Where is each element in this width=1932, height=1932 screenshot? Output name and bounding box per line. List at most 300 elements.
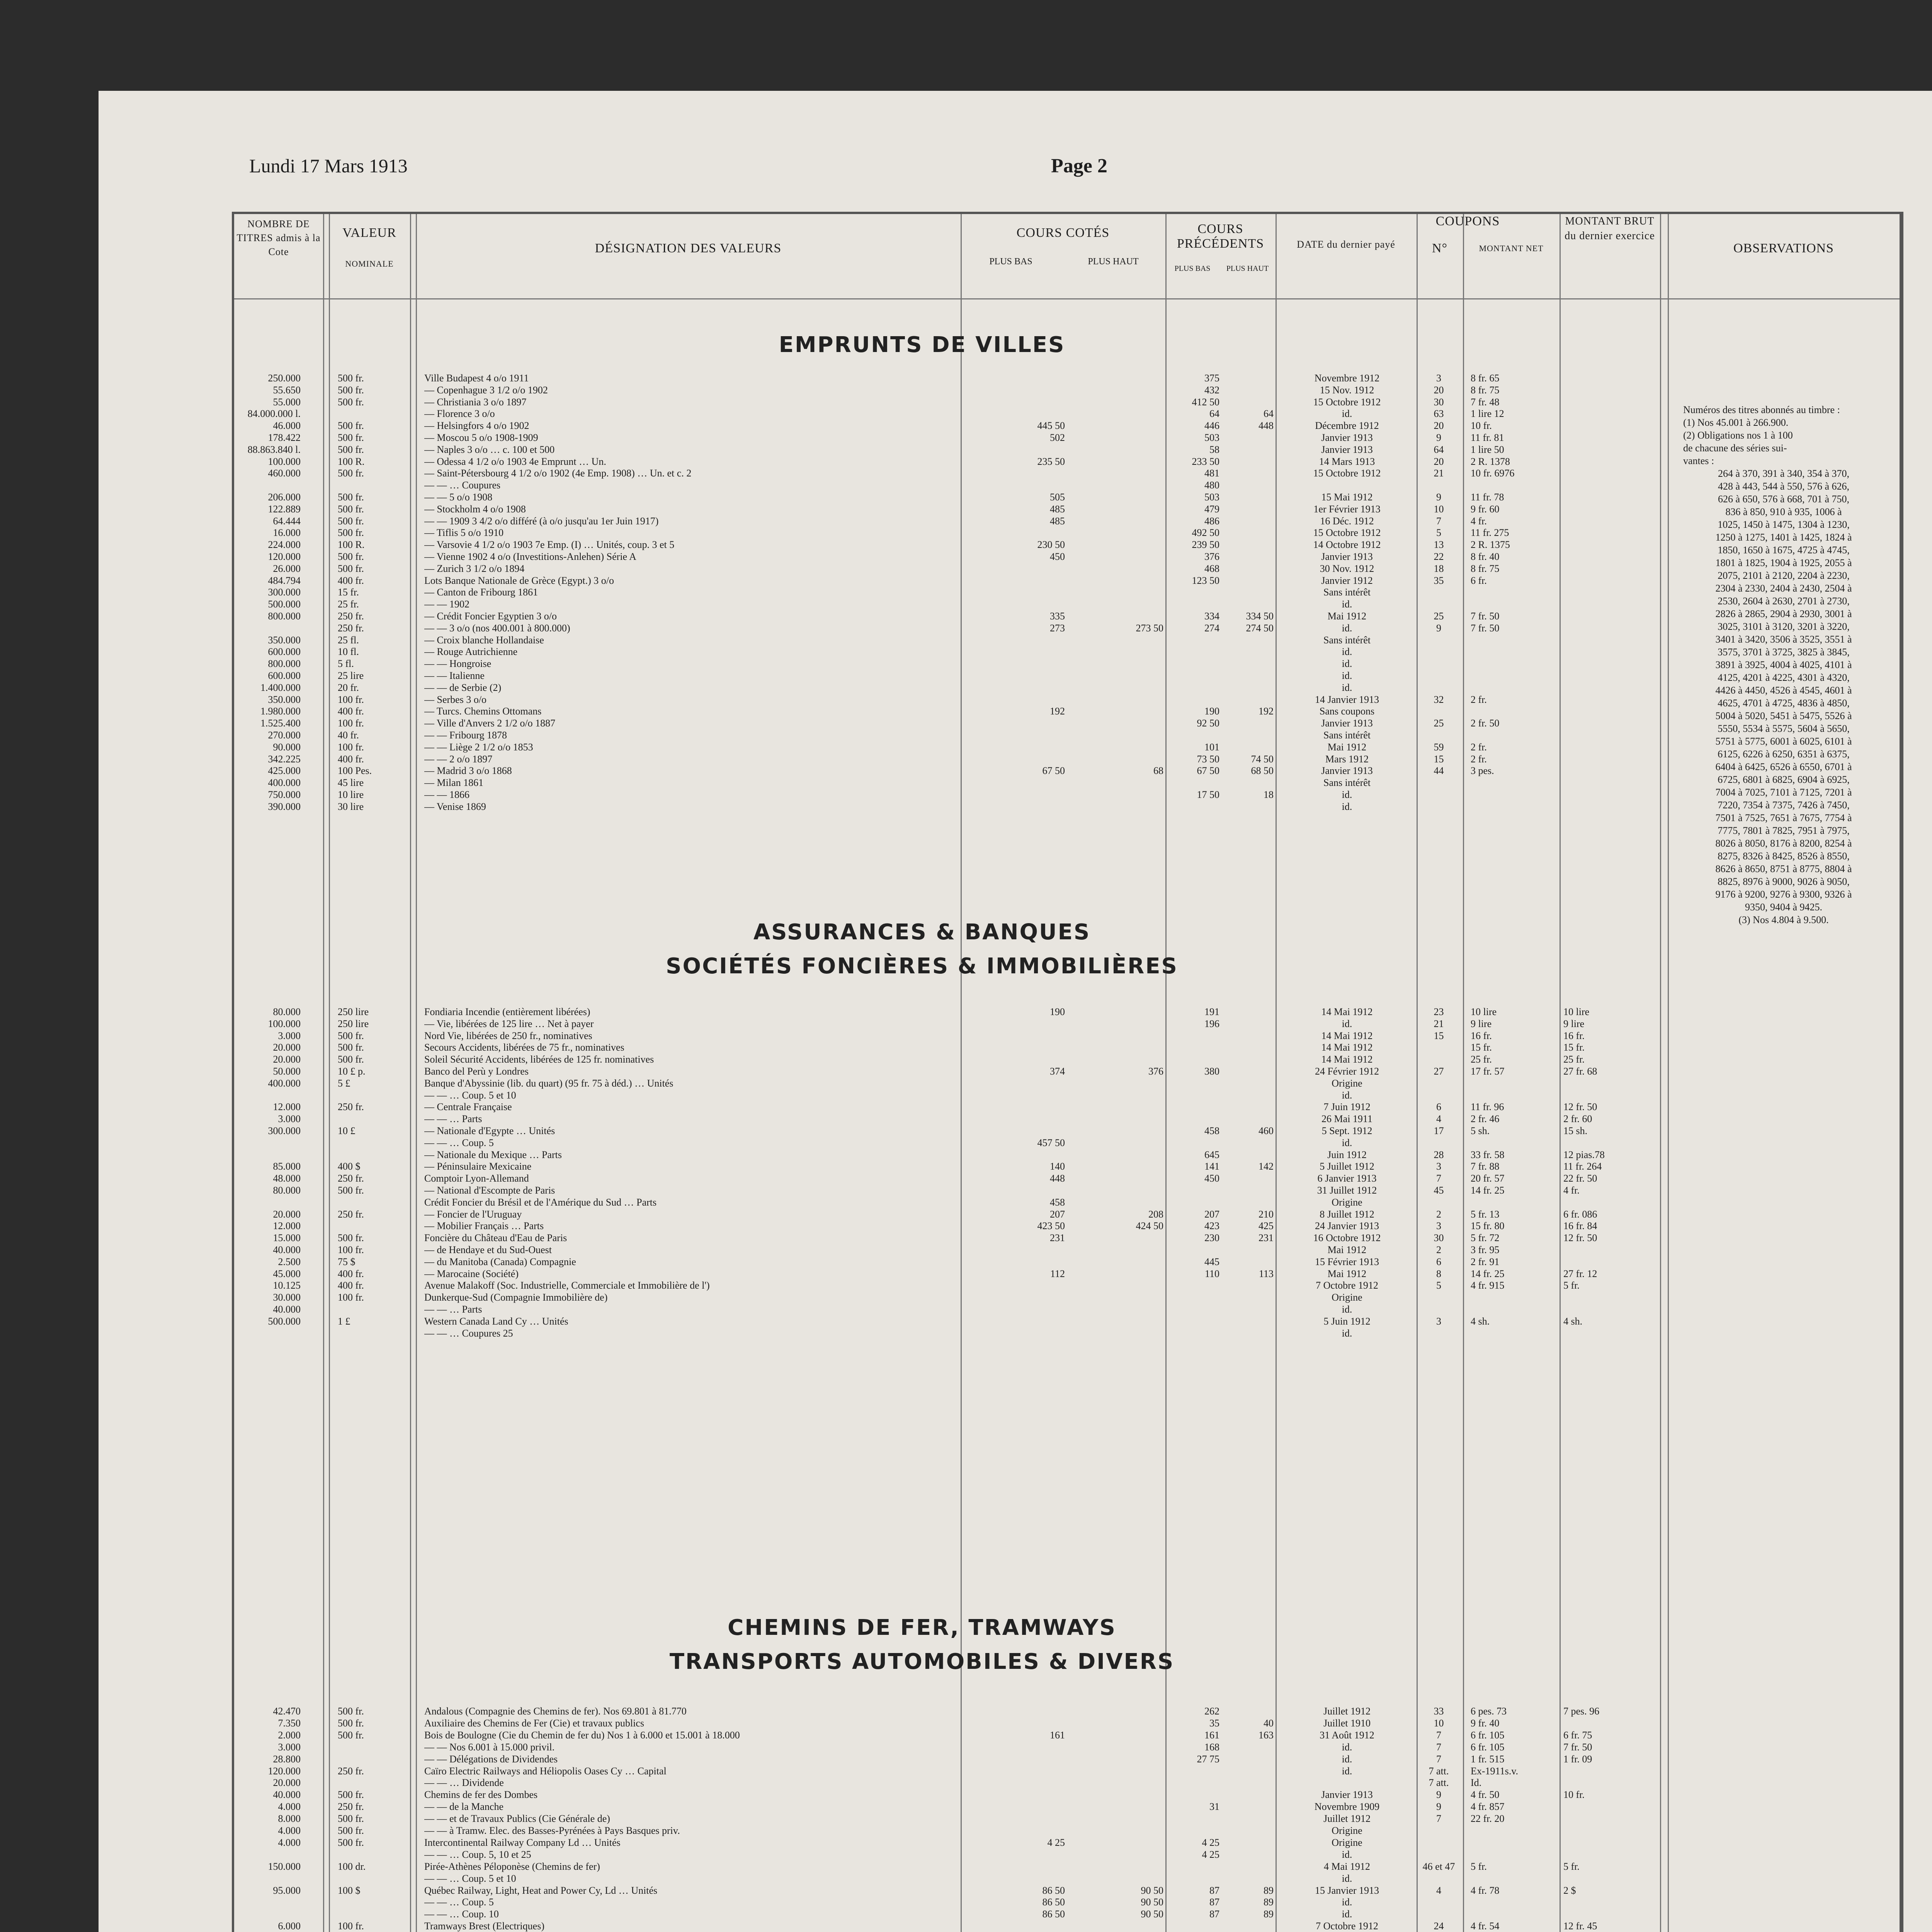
table-row [234, 575, 1664, 587]
cell-no: 25 [1434, 611, 1444, 622]
cell-ph: 113 [1259, 1268, 1274, 1279]
cell-dt: Origine [1332, 1825, 1362, 1836]
table-row [234, 801, 1664, 813]
cell-dt: 15 Janvier 1913 [1315, 1885, 1379, 1896]
cell-hi: 90 50 [1141, 1896, 1163, 1908]
cell-pl: 376 [1204, 551, 1219, 562]
cell-dt: 7 Juin 1912 [1323, 1101, 1371, 1112]
cell-n: 600.000 [268, 670, 301, 681]
cell-n: 150.000 [268, 1861, 301, 1872]
observation-line: (2) Obligations nos 1 à 100 [1683, 430, 1793, 441]
cell-d: — de Hendaye et du Sud-Ouest [424, 1244, 552, 1255]
cell-hi: 90 50 [1141, 1908, 1163, 1920]
cell-n: 500.000 [268, 599, 301, 610]
observation-line: 626 à 650, 576 à 668, 701 à 750, [1718, 493, 1850, 505]
cell-d: — — … Coup. 5 [424, 1137, 494, 1148]
cell-dt: Novembre 1909 [1314, 1801, 1380, 1812]
cell-d: — Christiania 3 o/o 1897 [424, 396, 527, 408]
cell-v: 400 fr. [338, 1268, 364, 1279]
cell-n: 2.500 [278, 1256, 301, 1267]
cell-no: 20 [1434, 456, 1444, 467]
cell-ph: 231 [1259, 1232, 1274, 1243]
cell-n: 20.000 [273, 1054, 301, 1065]
cell-n: 45.000 [273, 1268, 301, 1279]
cell-n: 270.000 [268, 730, 301, 741]
cell-v: 100 dr. [338, 1861, 366, 1872]
cell-d: Québec Railway, Light, Heat and Power Cy, Ld … Unités [424, 1885, 658, 1896]
cell-mb: 12 fr. 50 [1563, 1232, 1597, 1243]
cell-mt: 8 fr. 75 [1471, 563, 1500, 574]
cell-lo: 67 50 [1042, 765, 1065, 776]
cell-ph: 163 [1259, 1730, 1274, 1741]
cell-n: 350.000 [268, 694, 301, 705]
cell-dt: 15 Mai 1912 [1321, 492, 1373, 503]
cell-pl: 479 [1204, 503, 1219, 515]
observation-line: 8275, 8326 à 8425, 8526 à 8550, [1718, 850, 1850, 862]
cell-n: 800.000 [268, 611, 301, 622]
quotation-table [232, 212, 1903, 1932]
cell-dt: 14 Mars 1913 [1319, 456, 1375, 467]
cell-dt: id. [1342, 1765, 1352, 1777]
cell-dt: Sans intérêt [1323, 587, 1371, 598]
cell-d: Banque d'Abyssinie (lib. du quart) (95 fr. 75 à déd.) … Unités [424, 1078, 673, 1089]
cell-pl: 450 [1204, 1173, 1219, 1184]
cell-dt: Janvier 1913 [1321, 444, 1373, 455]
table-row [234, 492, 1664, 503]
cell-mt: Id. [1471, 1777, 1482, 1788]
cell-no: 7 [1436, 1730, 1441, 1741]
cell-mt: 5 sh. [1471, 1125, 1490, 1136]
cell-lo: 458 [1050, 1197, 1065, 1208]
cell-n: 300.000 [268, 1125, 301, 1136]
cell-pl: 380 [1204, 1066, 1219, 1077]
table-row [234, 1896, 1664, 1908]
cell-d: — Saint-Pétersbourg 4 1/2 o/o 1902 (4e Emp. 1908) … Un. et c. 2 [424, 468, 692, 479]
cell-no: 7 [1436, 515, 1441, 527]
cell-n: 88.863.840 l. [247, 444, 301, 455]
cell-n: 800.000 [268, 658, 301, 669]
observation-line: 7220, 7354 à 7375, 7426 à 7450, [1718, 799, 1850, 811]
cell-v: 10 fl. [338, 646, 359, 657]
col-header-prec-bas: PLUS BAS [1174, 264, 1211, 273]
cell-n: 64.444 [273, 515, 301, 527]
cell-n: 55.000 [273, 396, 301, 408]
table-row [234, 1220, 1664, 1232]
cell-d: — Helsingfors 4 o/o 1902 [424, 420, 529, 431]
cell-d: — — 2 o/o 1897 [424, 753, 493, 765]
table-row [234, 599, 1664, 610]
cell-dt: 8 Juillet 1912 [1320, 1209, 1374, 1220]
cell-n: 2.000 [278, 1730, 301, 1741]
cell-n: 12.000 [273, 1101, 301, 1112]
cell-v: 500 fr. [338, 551, 364, 562]
cell-n: 3.000 [278, 1030, 301, 1041]
cell-no: 30 [1434, 1232, 1444, 1243]
cell-v: 100 fr. [338, 694, 364, 705]
cell-no: 20 [1434, 384, 1444, 396]
cell-lo: 161 [1050, 1730, 1065, 1741]
cell-dt: id. [1342, 646, 1352, 657]
cell-n: 20.000 [273, 1209, 301, 1220]
cell-mt: 2 fr. [1471, 694, 1487, 705]
cell-no: 7 att. [1429, 1765, 1449, 1777]
cell-no: 3 [1436, 1220, 1441, 1231]
cell-v: 500 fr. [338, 420, 364, 431]
cell-no: 17 [1434, 1125, 1444, 1136]
cell-n: 80.000 [273, 1006, 301, 1017]
cell-mt: 1 fr. 515 [1471, 1753, 1505, 1765]
cell-lo: 485 [1050, 515, 1065, 527]
col-header-plus-haut: PLUS HAUT [1088, 257, 1139, 267]
cell-no: 3 [1436, 1316, 1441, 1327]
cell-v: 40 fr. [338, 730, 359, 741]
cell-pl: 141 [1204, 1161, 1219, 1172]
cell-no: 30 [1434, 396, 1444, 408]
cell-mt: 6 pes. 73 [1471, 1706, 1507, 1717]
cell-pl: 446 [1204, 420, 1219, 431]
cell-n: 40.000 [273, 1244, 301, 1255]
cell-mt: 10 fr. [1471, 420, 1492, 431]
table-row [234, 1813, 1664, 1825]
cell-mb: 12 fr. 45 [1563, 1920, 1597, 1932]
cell-dt: Origine [1332, 1197, 1362, 1208]
cell-dt: 1er Février 1913 [1313, 503, 1381, 515]
cell-d: — — … Coup. 5 et 10 [424, 1090, 516, 1101]
cell-v: 500 fr. [338, 1825, 364, 1836]
cell-d: — Rouge Autrichienne [424, 646, 518, 657]
cell-pl: 73 50 [1197, 753, 1219, 765]
cell-n: 30.000 [273, 1292, 301, 1303]
table-row [234, 1125, 1664, 1137]
cell-d: — — … Coup. 5, 10 et 25 [424, 1849, 531, 1860]
cell-mb: 15 sh. [1563, 1125, 1588, 1136]
cell-no: 13 [1434, 539, 1444, 550]
cell-d: — Marocaine (Société) [424, 1268, 519, 1279]
cell-pl: 191 [1204, 1006, 1219, 1017]
observation-line: 5004 à 5020, 5451 à 5475, 5526 à [1715, 710, 1852, 721]
cell-v: 500 fr. [338, 563, 364, 574]
table-row [234, 563, 1664, 575]
cell-d: Secours Accidents, libérées de 75 fr., nominatives [424, 1042, 624, 1053]
cell-n: 26.000 [273, 563, 301, 574]
cell-d: Intercontinental Railway Company Ld … Unités [424, 1837, 621, 1848]
cell-lo: 230 50 [1037, 539, 1065, 550]
cell-pl: 4 25 [1202, 1837, 1219, 1848]
table-row [234, 1885, 1664, 1896]
cell-n: 15.000 [273, 1232, 301, 1243]
observation-line: de chacune des séries sui- [1683, 442, 1787, 454]
cell-mb: 16 fr. [1563, 1030, 1585, 1041]
cell-d: — — à Tramw. Elec. des Basses-Pyrénées à Pays Basques priv. [424, 1825, 680, 1836]
cell-d: Nord Vie, libérées de 250 fr., nominatives [424, 1030, 592, 1041]
cell-v: 10 £ [338, 1125, 355, 1136]
cell-n: 95.000 [273, 1885, 301, 1896]
cell-dt: Novembre 1912 [1314, 372, 1380, 384]
table-row [234, 1742, 1664, 1753]
cell-v: 500 fr. [338, 384, 364, 396]
cell-no: 24 [1434, 1920, 1444, 1932]
cell-d: Comptoir Lyon-Allemand [424, 1173, 529, 1184]
observation-line: 264 à 370, 391 à 340, 354 à 370, [1718, 468, 1850, 479]
cell-n: 120.000 [268, 551, 301, 562]
cell-dt: Décembre 1912 [1315, 420, 1379, 431]
cell-ph: 460 [1259, 1125, 1274, 1136]
cell-pl: 334 [1204, 611, 1219, 622]
table-row [234, 1268, 1664, 1280]
cell-v: 500 fr. [338, 527, 364, 538]
cell-d: — Péninsulaire Mexicaine [424, 1161, 532, 1172]
cell-v: 500 fr. [338, 515, 364, 527]
cell-n: 55.650 [273, 384, 301, 396]
table-row [234, 1042, 1664, 1053]
cell-pl: 480 [1204, 480, 1219, 491]
cell-pl: 445 [1204, 1256, 1219, 1267]
cell-dt: 5 Juin 1912 [1323, 1316, 1371, 1327]
cell-d: — Tiflis 5 o/o 1910 [424, 527, 504, 538]
cell-no: 6 [1436, 1256, 1441, 1267]
table-row [234, 1718, 1664, 1729]
cell-lo: 86 50 [1042, 1885, 1065, 1896]
table-row [234, 682, 1664, 694]
cell-dt: Origine [1332, 1837, 1362, 1848]
cell-d: — Florence 3 o/o [424, 408, 495, 419]
cell-dt: id. [1342, 1753, 1352, 1765]
table-row [234, 753, 1664, 765]
cell-no: 9 [1436, 432, 1441, 443]
section-title: SOCIÉTÉS FONCIÈRES & IMMOBILIÈRES [666, 954, 1178, 979]
observation-line: 4625, 4701 à 4725, 4836 à 4850, [1718, 697, 1850, 709]
cell-d: — — Italienne [424, 670, 485, 681]
cell-d: Auxiliaire des Chemins de Fer (Cie) et travaux publics [424, 1718, 644, 1729]
cell-no: 7 [1436, 1753, 1441, 1765]
cell-ph: 89 [1264, 1896, 1274, 1908]
cell-d: — Ville d'Anvers 2 1/2 o/o 1887 [424, 718, 556, 729]
cell-mb: 6 fr. 75 [1563, 1730, 1592, 1741]
cell-ph: 68 50 [1251, 765, 1274, 776]
cell-no: 44 [1434, 765, 1444, 776]
cell-d: — Croix blanche Hollandaise [424, 634, 544, 646]
cell-n: 12.000 [273, 1220, 301, 1231]
cell-d: — Mobilier Français … Parts [424, 1220, 544, 1231]
cell-hi: 208 [1148, 1209, 1163, 1220]
cell-lo: 448 [1050, 1173, 1065, 1184]
cell-d: Western Canada Land Cy … Unités [424, 1316, 568, 1327]
cell-no: 4 [1436, 1885, 1441, 1896]
cell-mt: 2 R. 1375 [1471, 539, 1510, 550]
cell-mt: 2 fr. 46 [1471, 1113, 1500, 1124]
cell-mt: 11 fr. 96 [1471, 1101, 1504, 1112]
cell-n: 90.000 [273, 742, 301, 753]
cell-dt: 16 Octobre 1912 [1313, 1232, 1381, 1243]
cell-pl: 375 [1204, 372, 1219, 384]
cell-v: 100 fr. [338, 1244, 364, 1255]
cell-d: Caïro Electric Railways and Héliopolis Oases Cy … Capital [424, 1765, 667, 1777]
cell-v: 45 lire [338, 777, 364, 788]
cell-d: Soleil Sécurité Accidents, libérées de 125 fr. nominatives [424, 1054, 654, 1065]
cell-v: 25 lire [338, 670, 364, 681]
table-row [234, 1149, 1664, 1161]
cell-pl: 412 50 [1192, 396, 1219, 408]
cell-no: 64 [1434, 444, 1444, 455]
cell-mt: 9 fr. 60 [1471, 503, 1500, 515]
cell-no: 9 [1436, 492, 1441, 503]
observation-line: 1025, 1450 à 1475, 1304 à 1230, [1718, 519, 1850, 530]
cell-d: — — Nos 6.001 à 15.000 privil. [424, 1742, 555, 1753]
cell-lo: 335 [1050, 611, 1065, 622]
cell-mt: 8 fr. 40 [1471, 551, 1500, 562]
cell-n: 484.794 [268, 575, 301, 586]
cell-d: — — Fribourg 1878 [424, 730, 507, 741]
cell-mb: 12 pias.78 [1563, 1149, 1605, 1160]
cell-dt: Sans intérêt [1323, 634, 1371, 646]
cell-v: 100 fr. [338, 1292, 364, 1303]
section-title: ASSURANCES & BANQUES [753, 920, 1091, 945]
cell-d: — — … Coup. 5 et 10 [424, 1873, 516, 1884]
cell-mt: 5 fr. 72 [1471, 1232, 1500, 1243]
cell-d: Chemins de fer des Dombes [424, 1789, 538, 1800]
cell-v: 5 £ [338, 1078, 350, 1089]
table-row [234, 372, 1664, 384]
cell-d: — Varsovie 4 1/2 o/o 1903 7e Emp. (I) … Unités, coup. 3 et 5 [424, 539, 675, 550]
cell-dt: id. [1342, 1137, 1352, 1148]
cell-v: 500 fr. [338, 492, 364, 503]
cell-dt: id. [1342, 1849, 1352, 1860]
cell-pl: 58 [1209, 444, 1219, 455]
table-row [234, 1861, 1664, 1872]
cell-no: 9 [1436, 1789, 1441, 1800]
cell-ph: 89 [1264, 1885, 1274, 1896]
cell-v: 500 fr. [338, 396, 364, 408]
cell-dt: Mai 1912 [1327, 1268, 1367, 1279]
cell-n: 6.000 [278, 1920, 301, 1932]
cell-v: 30 lire [338, 801, 364, 812]
cell-dt: id. [1342, 658, 1352, 669]
cell-no: 21 [1434, 468, 1444, 479]
table-row [234, 622, 1664, 634]
table-row [234, 1777, 1664, 1789]
observation-line: 6125, 6226 à 6250, 6351 à 6375, [1718, 748, 1850, 760]
cell-v: 500 fr. [338, 1042, 364, 1053]
cell-v: 400 fr. [338, 753, 364, 765]
cell-v: 500 fr. [338, 1718, 364, 1729]
cell-dt: Origine [1332, 1292, 1362, 1303]
cell-d: — Moscou 5 o/o 1908-1909 [424, 432, 538, 443]
cell-mb: 9 lire [1563, 1018, 1585, 1029]
table-row [234, 1066, 1664, 1077]
cell-mt: 5 fr. [1471, 1861, 1487, 1872]
cell-d: — National d'Escompte de Paris [424, 1185, 555, 1196]
cell-hi: 90 50 [1141, 1885, 1163, 1896]
table-row [234, 1161, 1664, 1172]
cell-n: 20.000 [273, 1777, 301, 1788]
cell-pl: 468 [1204, 563, 1219, 574]
cell-n: 224.000 [268, 539, 301, 550]
table-row [234, 1078, 1664, 1089]
cell-no: 10 [1434, 503, 1444, 515]
table-row [234, 1018, 1664, 1030]
cell-mb: 25 fr. [1563, 1054, 1585, 1065]
cell-v: 250 fr. [338, 622, 364, 634]
table-row [234, 706, 1664, 717]
cell-dt: Mai 1912 [1327, 742, 1367, 753]
cell-lo: 505 [1050, 492, 1065, 503]
cell-d: Tramways Brest (Electriques) [424, 1920, 544, 1932]
cell-dt: id. [1342, 1018, 1352, 1029]
cell-v: 25 fr. [338, 599, 359, 610]
observation-line: 9176 à 9200, 9276 à 9300, 9326 à [1715, 889, 1852, 900]
cell-dt: id. [1342, 1304, 1352, 1315]
cell-dt: 30 Nov. 1912 [1320, 563, 1374, 574]
col-header-nombre: NOMBRE DE TITRES admis à la Cote [236, 218, 321, 257]
cell-no: 33 [1434, 1706, 1444, 1717]
table-row [234, 1789, 1664, 1801]
cell-d: — Serbes 3 o/o [424, 694, 487, 705]
cell-d: — — de la Manche [424, 1801, 504, 1812]
cell-n: 40.000 [273, 1789, 301, 1800]
cell-lo: 485 [1050, 503, 1065, 515]
cell-d: Lots Banque Nationale de Grèce (Egypt.) 3 o/o [424, 575, 614, 586]
cell-n: 80.000 [273, 1185, 301, 1196]
observation-line: 1801 à 1825, 1904 à 1925, 2055 à [1715, 557, 1852, 568]
cell-n: 16.000 [273, 527, 301, 538]
cell-mt: 3 pes. [1471, 765, 1494, 776]
cell-v: 5 fl. [338, 658, 354, 669]
cell-lo: 502 [1050, 432, 1065, 443]
cell-n: 100.000 [268, 456, 301, 467]
table-row [234, 1825, 1664, 1837]
cell-d: — Foncier de l'Uruguay [424, 1209, 522, 1220]
cell-pl: 123 50 [1192, 575, 1219, 586]
cell-d: — Centrale Française [424, 1101, 512, 1112]
cell-no: 27 [1434, 1066, 1444, 1077]
cell-pl: 239 50 [1192, 539, 1219, 550]
cell-mt: 7 fr. 50 [1471, 622, 1500, 634]
cell-lo: 374 [1050, 1066, 1065, 1077]
cell-d: Dunkerque-Sud (Compagnie Immobilière de) [424, 1292, 608, 1303]
cell-v: 400 fr. [338, 575, 364, 586]
table-row [234, 515, 1664, 527]
cell-mt: 4 fr. 54 [1471, 1920, 1500, 1932]
cell-ph: 448 [1259, 420, 1274, 431]
cell-dt: id. [1342, 599, 1352, 610]
cell-dt: 14 Mai 1912 [1321, 1042, 1373, 1053]
cell-dt: 14 Mai 1912 [1321, 1030, 1373, 1041]
cell-mt: 4 fr. 78 [1471, 1885, 1500, 1896]
observation-line: 7004 à 7025, 7101 à 7125, 7201 à [1715, 787, 1852, 798]
cell-mt: 8 fr. 75 [1471, 384, 1500, 396]
cell-n: 84.000.000 l. [247, 408, 301, 419]
cell-mt: 11 fr. 81 [1471, 432, 1504, 443]
cell-d: Ville Budapest 4 o/o 1911 [424, 372, 529, 384]
col-header-designation: DÉSIGNATION DES VALEURS [595, 241, 782, 255]
table-row [234, 730, 1664, 741]
observation-line: 9350, 9404 à 9425. [1745, 901, 1823, 913]
table-row [234, 587, 1664, 598]
cell-mt: 1 lire 12 [1471, 408, 1504, 419]
cell-pl: 17 50 [1197, 789, 1219, 800]
cell-d: — Venise 1869 [424, 801, 486, 812]
col-header-cours-cotes: COURS COTÉS [1016, 226, 1110, 240]
cell-pl: 31 [1209, 1801, 1219, 1812]
cell-mb: 1 fr. 09 [1563, 1753, 1592, 1765]
cell-d: — du Manitoba (Canada) Compagnie [424, 1256, 576, 1267]
cell-lo: 231 [1050, 1232, 1065, 1243]
cell-mb: 11 fr. 264 [1563, 1161, 1602, 1172]
cell-v: 250 fr. [338, 1765, 364, 1777]
section-title: EMPRUNTS DE VILLES [779, 332, 1065, 357]
cell-mt: 2 fr. 91 [1471, 1256, 1500, 1267]
cell-hi: 68 [1153, 765, 1163, 776]
